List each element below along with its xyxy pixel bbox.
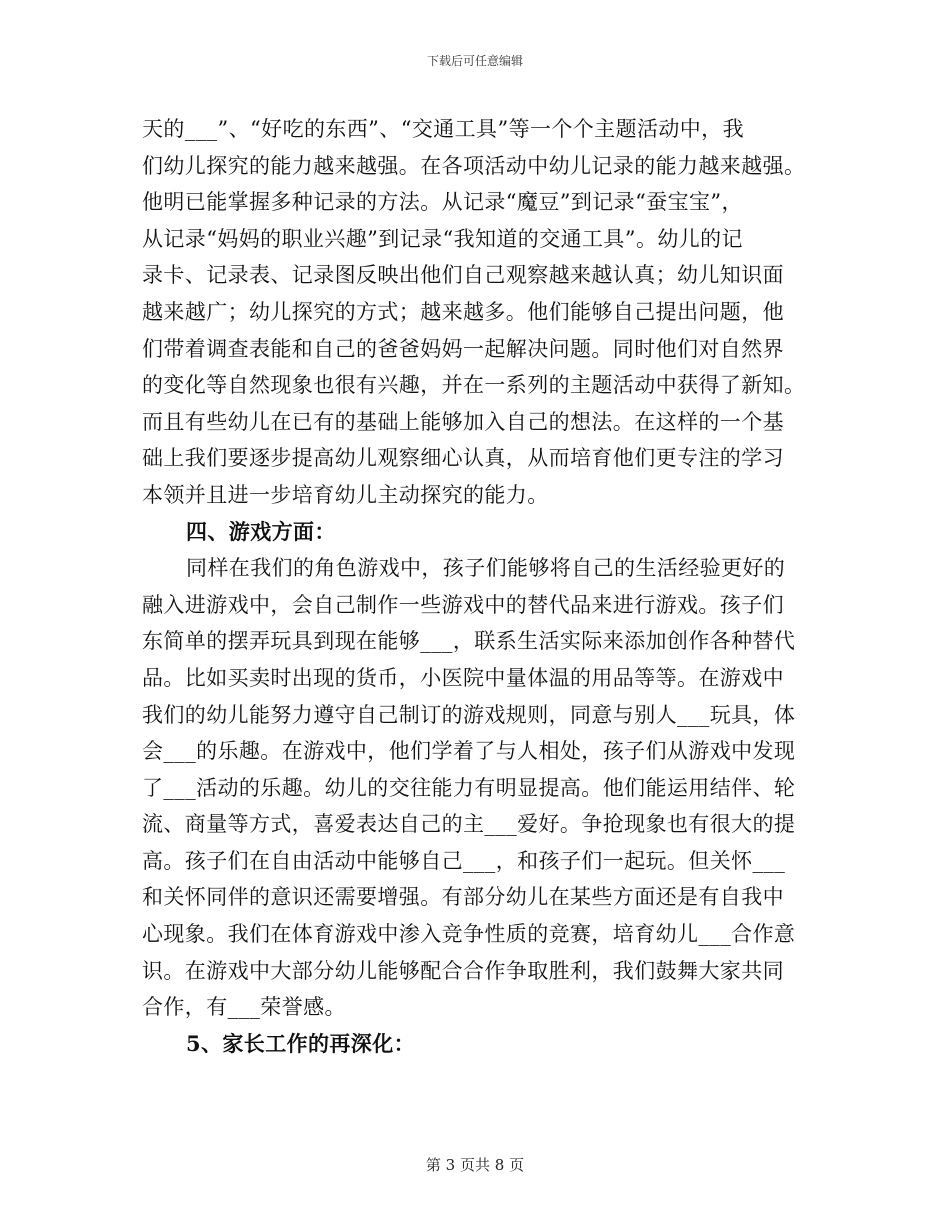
paragraph-line: 们带着调查表能和自己的爸爸妈妈一起解决问题。同时他们对自然界: [142, 336, 784, 361]
paragraph-line: 东简单的摆弄玩具到现在能够___，联系生活实际来添加创作各种替代: [142, 629, 796, 654]
paragraph-line: 融入进游戏中，会自己制作一些游戏中的替代品来进行游戏。孩子们: [142, 592, 784, 617]
paragraph-line: 录卡、记录表、记录图反映出他们自己观察越来越认真；幼儿知识面: [142, 263, 784, 288]
paragraph-line: 了___活动的乐趣。幼儿的交往能力有明显提高。他们能运用结伴、轮: [142, 775, 796, 800]
paragraph-line: 础上我们要逐步提高幼儿观察细心认真，从而培育他们更专注的学习: [142, 446, 784, 471]
paragraph-line: 会___的乐趣。在游戏中，他们学着了与人相处，孩子们从游戏中发现: [142, 739, 796, 764]
paragraph-line: 而且有些幼儿在已有的基础上能够加入自己的想法。在这样的一个基: [142, 409, 784, 434]
paragraph-line: 他明已能掌握多种记录的方法。从记录“魔豆”到记录“蚕宝宝”，: [142, 190, 743, 215]
paragraph-line: 从记录“妈妈的职业兴趣”到记录“我知道的交通工具”。幼儿的记: [142, 226, 743, 251]
page-footer: 第 3 页共 8 页: [425, 1156, 525, 1174]
paragraph-line: 的变化等自然现象也很有兴趣，并在一系列的主题活动中获得了新知。: [142, 373, 806, 398]
document-body: [142, 111, 810, 1062]
paragraph-line: 和关怀同伴的意识还需要增强。有部分幼儿在某些方面还是有自我中: [142, 885, 784, 910]
paragraph-line: 我们的幼儿能努力遵守自己制订的游戏规则，同意与别人___玩具，体: [142, 702, 796, 727]
paragraph-line: 本领并且进一步培育幼儿主动探究的能力。: [142, 482, 549, 507]
paragraph-line: 同样在我们的角色游戏中，孩子们能够将自己的生活经验更好的: [186, 556, 786, 581]
paragraph-line: 品。比如买卖时出现的货币，小医院中量体温的用品等等。在游戏中: [142, 665, 784, 690]
page-header: 下载后可任意编辑: [426, 54, 523, 68]
section-heading-games: 四、游戏方面：: [186, 518, 336, 544]
paragraph-line: 们幼儿探究的能力越来越强。在各项活动中幼儿记录的能力越来越强。: [142, 153, 806, 178]
section-heading-parents: 5、家长工作的再深化：: [186, 1030, 416, 1056]
paragraph-line: 合作，有___荣誉感。: [142, 995, 346, 1020]
paragraph-line: 流、商量等方式，喜爱表达自己的主___爱好。争抢现象也有很大的提: [142, 812, 796, 837]
paragraph-line: 心现象。我们在体育游戏中渗入竞争性质的竞赛，培育幼儿___合作意: [142, 922, 796, 947]
paragraph-line: 识。在游戏中大部分幼儿能够配合合作争取胜利，我们鼓舞大家共同: [142, 958, 784, 983]
paragraph-line: 越来越广；幼儿探究的方式；越来越多。他们能够自己提出问题，他: [142, 299, 784, 324]
paragraph-line: 高。孩子们在自由活动中能够自己___，和孩子们一起玩。但关怀___: [142, 848, 786, 873]
paragraph-line: 天的___”、“好吃的东西”、“交通工具”等一个个主题活动中，我: [142, 117, 744, 141]
